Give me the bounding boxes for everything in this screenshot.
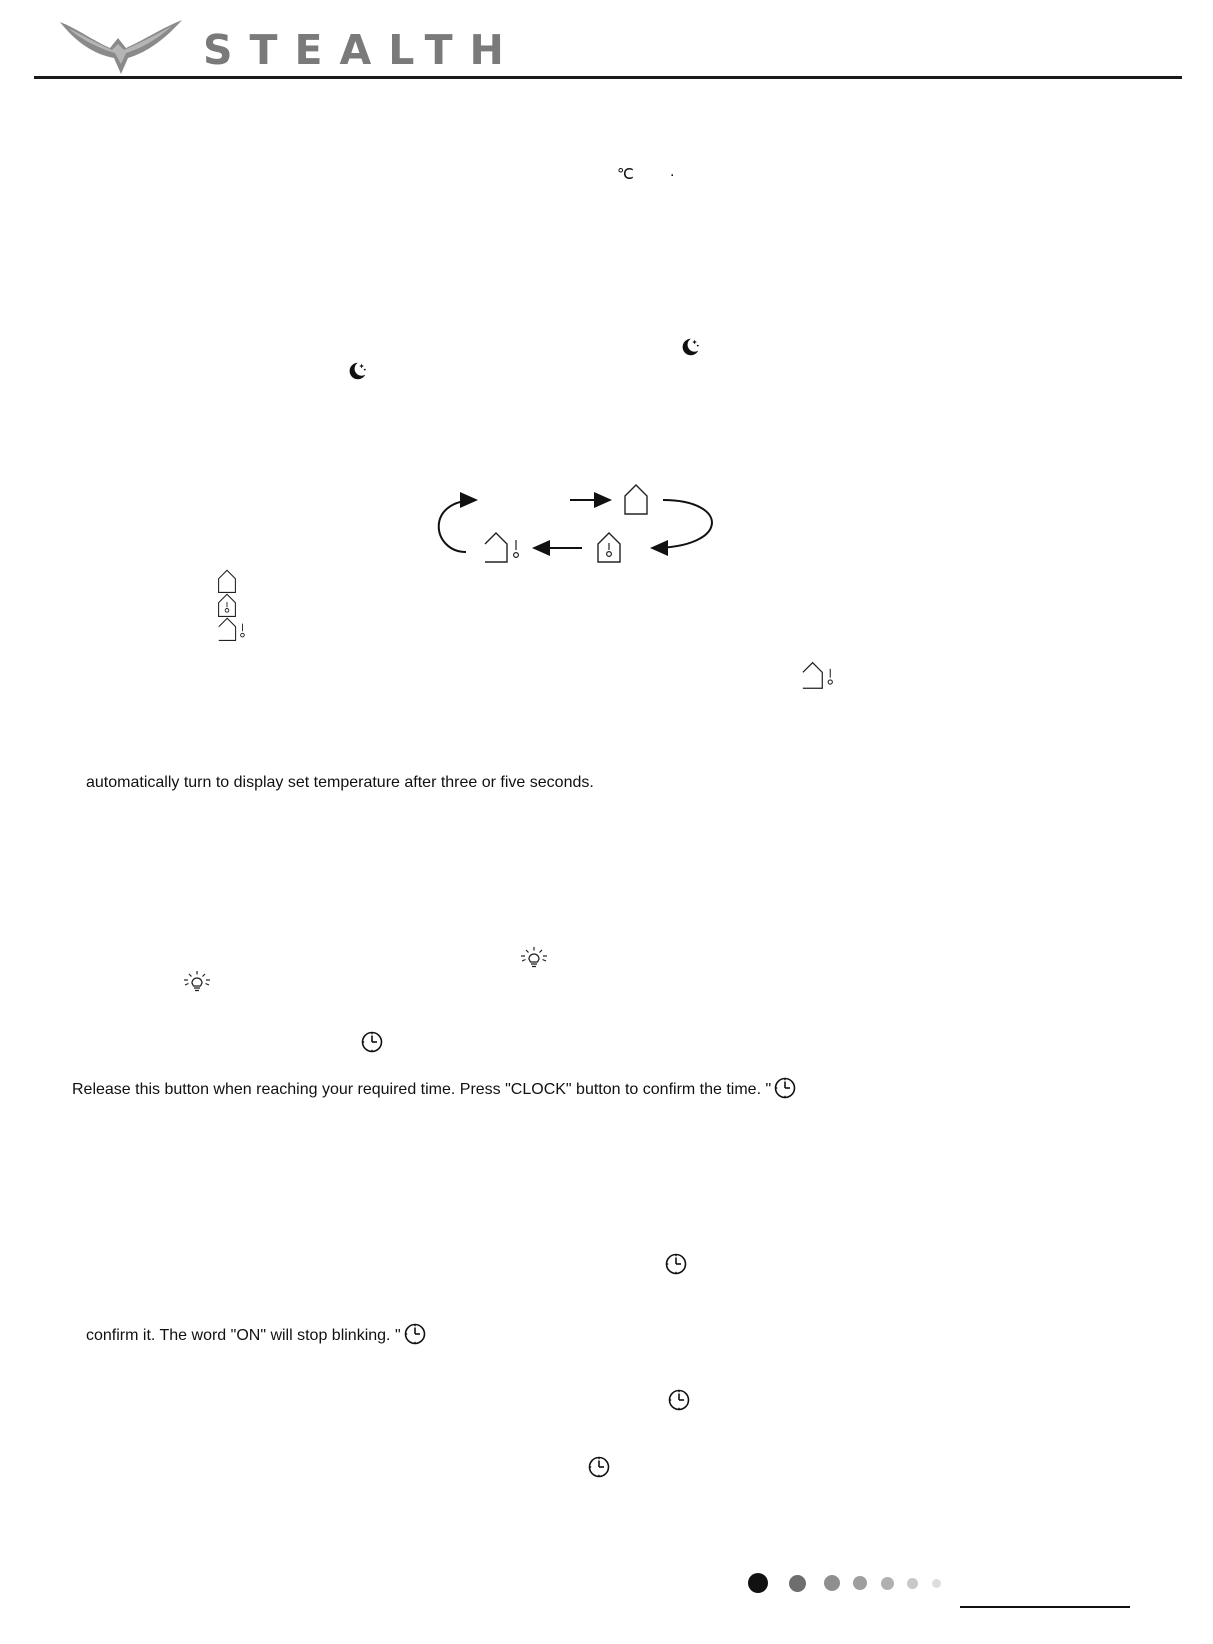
clock-icon [773, 1076, 797, 1100]
cycle-arrow-left [439, 500, 476, 552]
cycle-arrow-right [652, 500, 712, 548]
light-bulb-icon [181, 970, 213, 994]
pagination-dot [881, 1577, 894, 1590]
clock-icon [403, 1322, 427, 1346]
moon-stars-icon [346, 360, 368, 382]
house-outdoor-thermometer-icon [216, 616, 246, 642]
house-outdoor-thermometer-icon [482, 530, 520, 564]
house-thermometer-icon [216, 592, 238, 618]
pagination-dot [748, 1573, 768, 1593]
auto-display-text: automatically turn to display set temperature after three or five seconds. [86, 774, 594, 791]
clock-icon [587, 1455, 611, 1479]
brand-name: STEALTH [203, 26, 521, 74]
clock-icon [667, 1388, 691, 1412]
release-button-text [72, 1076, 797, 1100]
clock-icon [664, 1252, 688, 1276]
moon-stars-icon [679, 336, 701, 358]
wing-emblem-logo [58, 18, 184, 76]
display-cycle-diagram [430, 480, 720, 570]
pagination-dot [853, 1576, 867, 1590]
light-bulb-icon [518, 946, 550, 970]
house-icon [216, 568, 238, 594]
house-outdoor-thermometer-icon [800, 660, 834, 690]
celsius-symbol: ℃ [617, 166, 634, 183]
footer-divider [960, 1606, 1130, 1608]
house-thermometer-icon [595, 530, 623, 564]
pagination-dot [907, 1578, 918, 1589]
header-divider [34, 76, 1182, 79]
pagination-dot [789, 1575, 806, 1592]
confirm-on-label: confirm it. The word "ON" will stop blinking. " [86, 1327, 401, 1344]
release-button-label: Release this button when reaching your required time. Press "CLOCK" button to confirm the time. " [72, 1081, 772, 1098]
clock-icon [360, 1030, 384, 1054]
house-icon [622, 482, 650, 516]
pagination-dot [932, 1579, 941, 1588]
pagination-dot [824, 1575, 840, 1591]
period-mark: . [670, 163, 675, 180]
confirm-on-text [86, 1322, 427, 1346]
